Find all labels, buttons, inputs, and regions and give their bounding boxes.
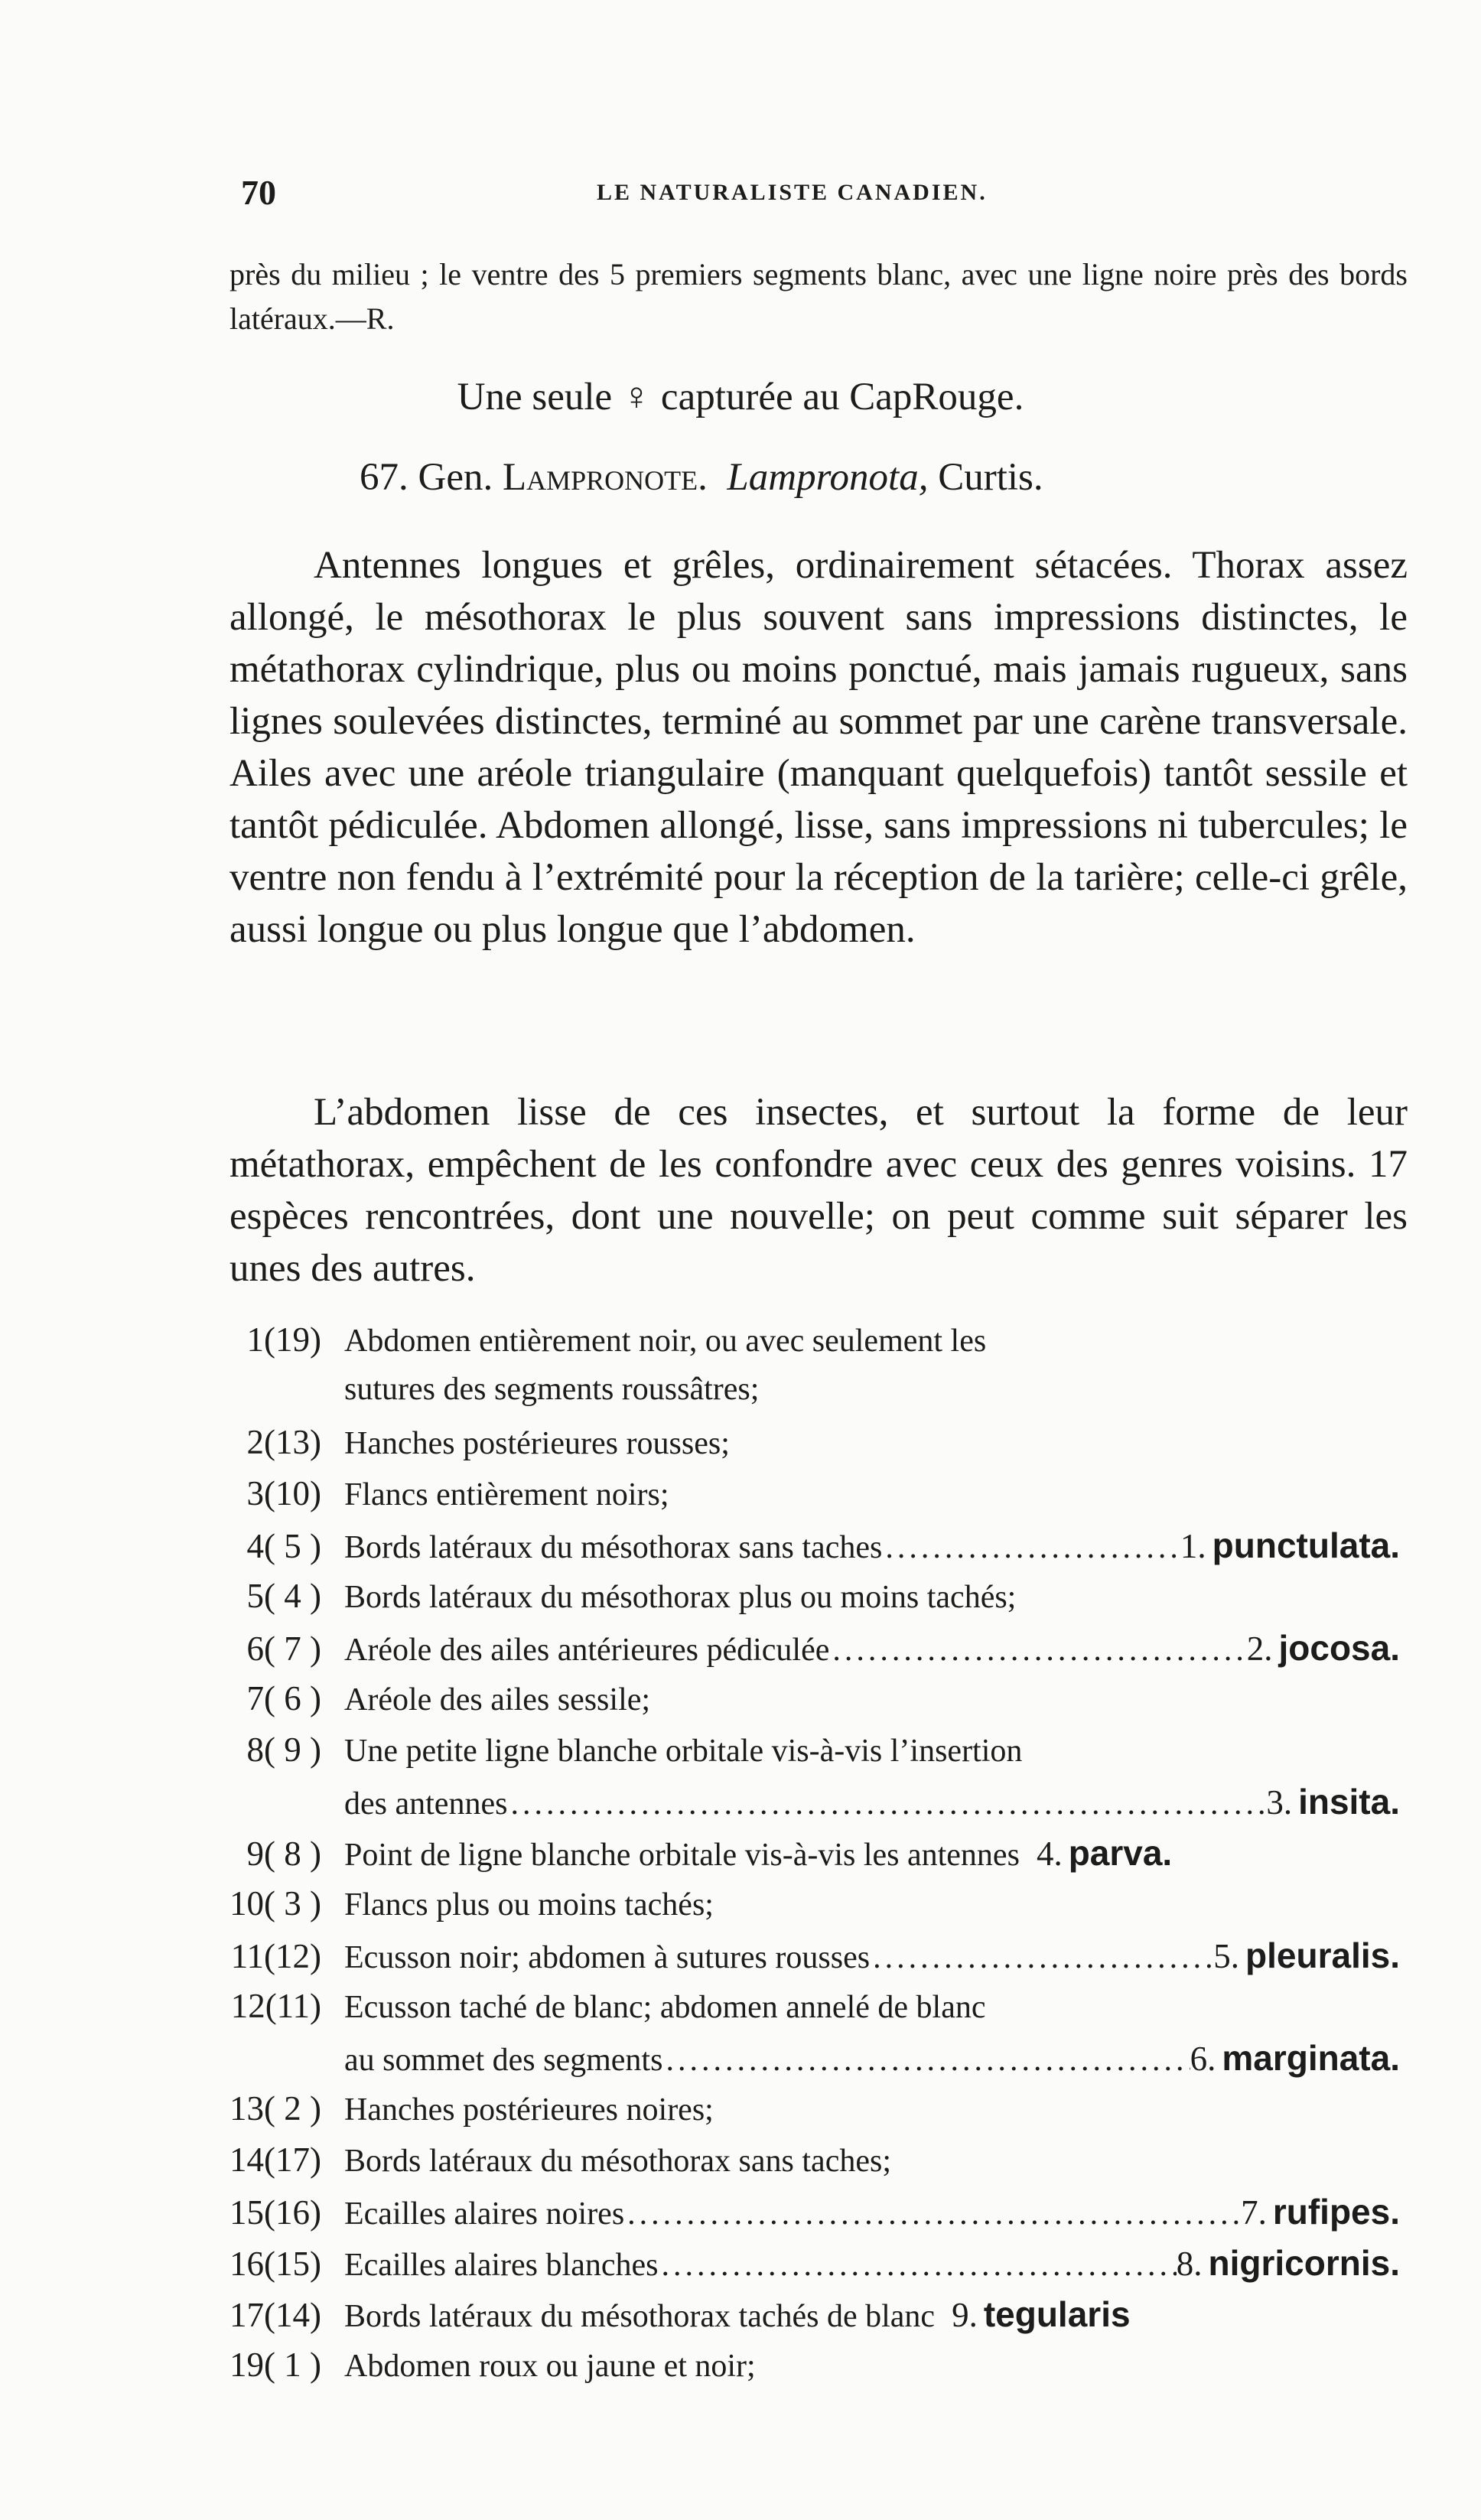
genus-heading <box>360 455 1431 500</box>
species-name: pleuralis. <box>1245 1936 1400 1975</box>
species-number: 9. <box>952 2296 978 2334</box>
key-couplet-number: 5( 4 ) <box>246 1577 321 1615</box>
key-row <box>207 1320 1400 1371</box>
key-row <box>207 1986 1400 2037</box>
species-number: 2. <box>1246 1630 1273 1668</box>
key-row <box>207 1627 1400 1678</box>
key-couplet-number: 6( 7 ) <box>246 1630 321 1668</box>
key-couplet-number: 3(10) <box>246 1474 321 1512</box>
genus-description: Antennes longues et grêles, ordinairement sétacées. Thorax assez allongé, le mésothorax le plus souvent sans impressions distinctes, le métathorax cylindrique, plus ou moins ponctué, mais jamais rugueux, sans lignes soulevées distinctes, terminé au sommet par une carène transversale. Ailes avec une aréole triangulaire (manquant quelquefois) tantôt sessile et tantôt pédiculée. Abdomen allongé, lisse, sans impressions ni tubercules; le ventre non fendu à l’extrémité pour la réception de la tarière; celle-ci grêle, aussi longue ou plus longue que l’abdomen. <box>229 544 1408 951</box>
species-number: 8. <box>1176 2245 1203 2283</box>
key-row <box>207 2294 1400 2345</box>
key-couplet-number: 19( 1 ) <box>229 2346 321 2384</box>
key-text: au sommet des segments <box>344 2043 663 2078</box>
key-text: des antennes <box>344 1786 508 1822</box>
species-name: marginata. <box>1222 2038 1400 2078</box>
key-text: Hanches postérieures noires; <box>344 2092 714 2128</box>
species-name: tegularis <box>983 2294 1131 2334</box>
key-text: Ecailles alaires blanches <box>344 2248 659 2283</box>
species-name: insita. <box>1298 1782 1400 1822</box>
key-row <box>207 1781 1400 1832</box>
key-text: Bords latéraux du mésothorax sans taches; <box>344 2144 891 2179</box>
key-couplet-number: 12(11) <box>230 1987 321 2025</box>
species-name: parva. <box>1068 1833 1173 1873</box>
key-row <box>207 1525 1400 1576</box>
key-text: Point de ligne blanche orbitale vis-à-vis les antennes <box>344 1838 1020 1873</box>
species-number: 3. <box>1266 1783 1293 1822</box>
key-text: Une petite ligne blanche orbitale vis-à-vis l’insertion <box>344 1734 1023 1769</box>
key-couplet-number: 1(19) <box>246 1320 321 1359</box>
dot-leader <box>662 2042 1190 2079</box>
key-row <box>207 2345 1400 2396</box>
key-text: Abdomen roux ou jaune et noir; <box>344 2349 756 2384</box>
key-text: Bords latéraux du mésothorax tachés de blanc <box>344 2299 936 2334</box>
key-text: Ecusson taché de blanc; abdomen annelé de blanc <box>344 1990 986 2025</box>
genus-remarks: L’abdomen lisse de ces insectes, et surtout la forme de leur métathorax, empêchent de les confondre avec ceux des genres voisins. 17 espèces rencontrées, dont une nouvelle; on peut comme suit séparer les unes des autres. <box>229 1091 1408 1290</box>
key-row <box>207 1422 1400 1473</box>
species-name: rufipes. <box>1272 2192 1400 2232</box>
species-number: 4. <box>1036 1835 1063 1873</box>
key-text: Aréole des ailes sessile; <box>344 1682 651 1717</box>
key-row <box>207 1883 1400 1935</box>
key-row <box>207 1473 1400 1525</box>
key-row <box>207 1832 1400 1883</box>
dot-leader <box>882 1529 1180 1566</box>
key-couplet-number: 16(15) <box>229 2245 321 2283</box>
key-text: Ecusson noir; abdomen à sutures rousses <box>344 1940 871 1975</box>
species-number: 5. <box>1213 1937 1240 1975</box>
dot-leader <box>829 1632 1246 1669</box>
identification-key <box>207 1320 1400 2396</box>
dot-leader <box>658 2247 1176 2284</box>
intro-paragraph: près du milieu ; le ventre des 5 premiers segments blanc, avec une ligne noire près des bords latéraux.—R. <box>229 257 1408 336</box>
key-text: Aréole des ailes antérieures pédiculée <box>344 1633 830 1668</box>
key-couplet-number: 14(17) <box>229 2141 321 2179</box>
key-row <box>207 2191 1400 2242</box>
key-text: sutures des segments roussâtres; <box>344 1372 760 1407</box>
genus-word: Gen. <box>418 456 493 499</box>
key-couplet-number: 15(16) <box>229 2193 321 2232</box>
species-name: jocosa. <box>1278 1628 1400 1668</box>
key-couplet-number: 9( 8 ) <box>246 1835 321 1873</box>
genus-latin-name: Lampronota, <box>727 456 929 499</box>
species-name: nigricornis. <box>1208 2243 1400 2283</box>
key-couplet-number: 2(13) <box>246 1423 321 1461</box>
genus-number: 67. <box>360 456 408 499</box>
genus-author: Curtis. <box>938 456 1043 499</box>
key-text: Abdomen entièrement noir, ou avec seulement les <box>344 1323 987 1359</box>
key-couplet-number: 13( 2 ) <box>229 2089 321 2128</box>
key-row <box>207 1935 1400 1986</box>
key-text: Flancs plus ou moins tachés; <box>344 1887 714 1923</box>
running-title: LE NATURALISTE CANADIEN. <box>597 180 988 205</box>
key-row <box>207 2089 1400 2140</box>
page-number: 70 <box>241 173 276 212</box>
key-couplet-number: 10( 3 ) <box>229 1884 321 1923</box>
dot-leader <box>507 1786 1266 1822</box>
genus-french-name: Lampronote. <box>502 456 708 499</box>
key-row <box>207 2037 1400 2089</box>
key-text: Bords latéraux du mésothorax sans taches <box>344 1530 883 1565</box>
species-name: punctulata. <box>1212 1525 1400 1565</box>
key-row <box>207 2242 1400 2294</box>
key-row <box>207 1576 1400 1627</box>
key-couplet-number: 7( 6 ) <box>246 1679 321 1717</box>
dot-leader <box>870 1939 1213 1976</box>
key-text: Hanches postérieures rousses; <box>344 1426 730 1461</box>
key-couplet-number: 17(14) <box>229 2296 321 2334</box>
key-couplet-number: 8( 9 ) <box>246 1730 321 1769</box>
species-number: 7. <box>1241 2193 1267 2232</box>
key-text: Flancs entièrement noirs; <box>344 1477 669 1512</box>
species-number: 1. <box>1180 1527 1206 1565</box>
key-row <box>207 2140 1400 2191</box>
key-couplet-number: 4( 5 ) <box>246 1527 321 1565</box>
key-row <box>207 1678 1400 1730</box>
key-row <box>207 1730 1400 1781</box>
dot-leader <box>624 2196 1241 2232</box>
key-text: Ecailles alaires noires <box>344 2196 625 2232</box>
key-text: Bords latéraux du mésothorax plus ou moins tachés; <box>344 1580 1017 1615</box>
key-couplet-number: 11(12) <box>230 1937 321 1975</box>
capture-note: Une seule ♀ capturée au CapRouge. <box>457 376 1024 418</box>
key-row <box>207 1371 1400 1422</box>
species-number: 6. <box>1190 2040 1216 2078</box>
page-header <box>0 172 1481 218</box>
